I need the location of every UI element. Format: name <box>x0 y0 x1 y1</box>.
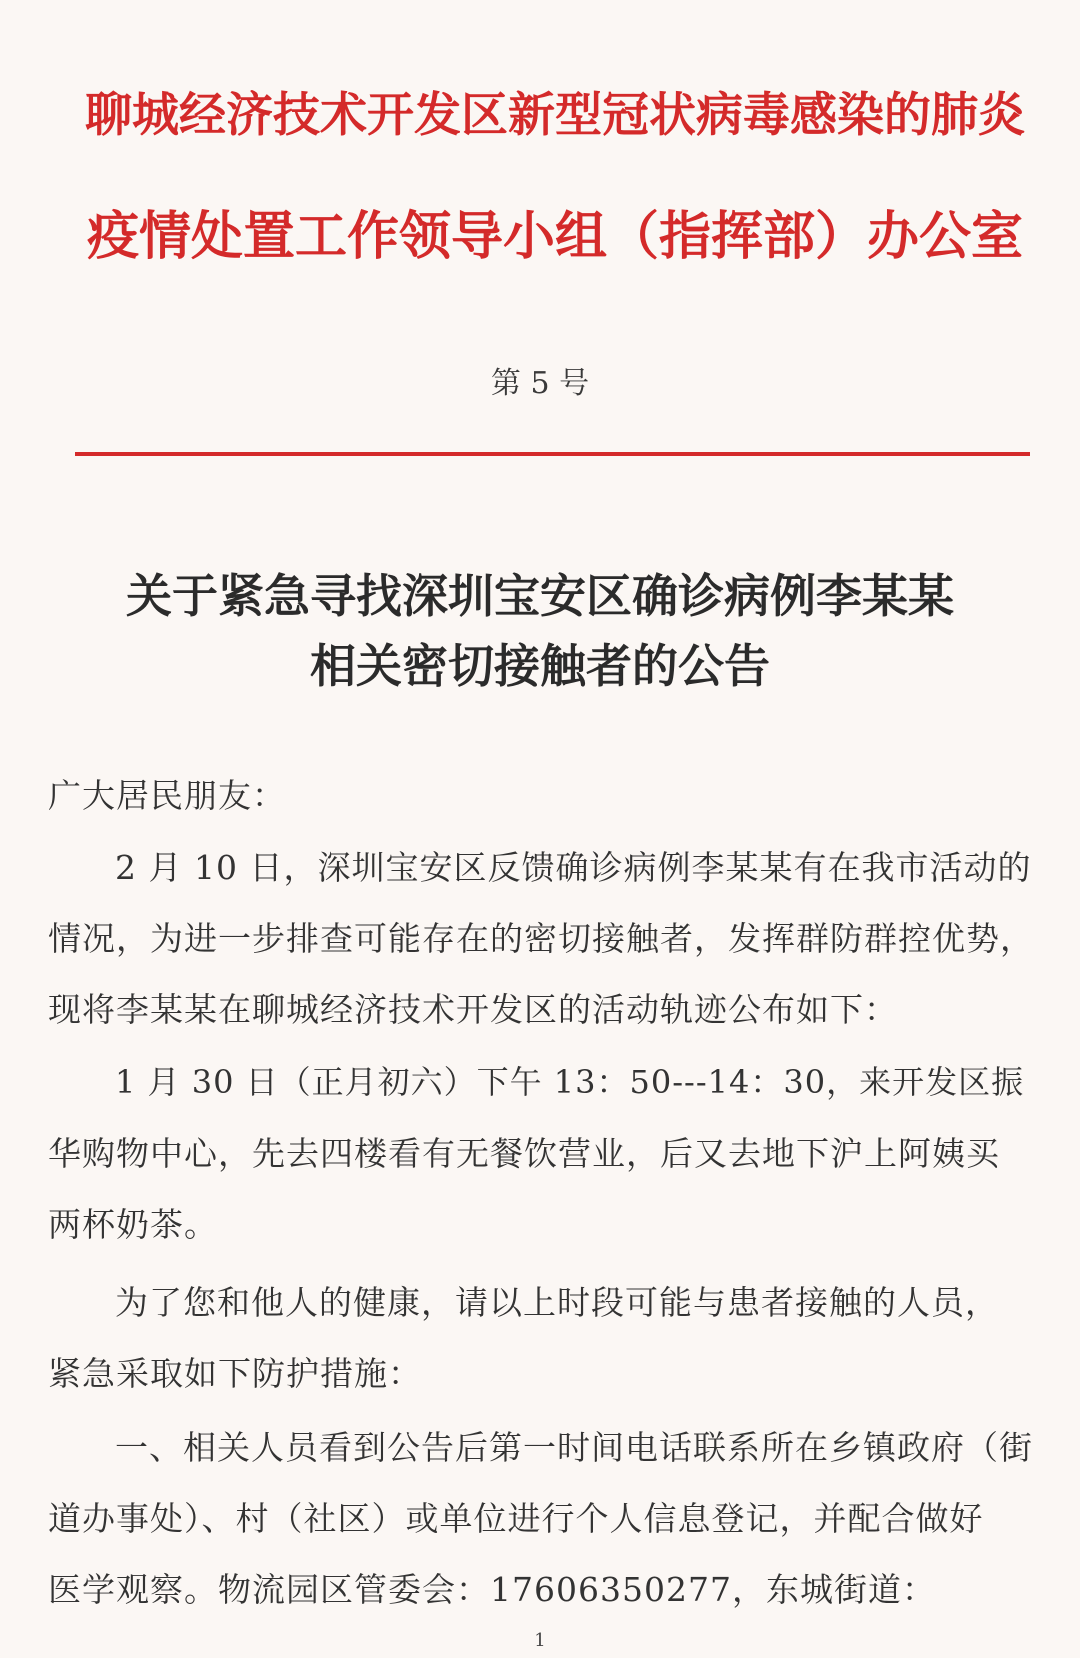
paragraph-2-line-2: 华购物中心，先去四楼看有无餐饮营业，后又去地下沪上阿姨买 <box>48 1134 1000 1173</box>
salutation: 广大居民朋友： <box>48 776 286 815</box>
notice-title-line-2: 相关密切接触者的公告 <box>310 639 770 693</box>
document-number: 第 5 号 <box>490 366 590 401</box>
paragraph-2-line-3: 两杯奶茶。 <box>48 1205 218 1244</box>
paragraph-4-line-3: 医学观察。物流园区管委会：17606350277，东城街道： <box>48 1570 936 1609</box>
paragraph-2-line-1: 1 月 30 日（正月初六）下午 13：50---14：30，来开发区振 <box>115 1063 1025 1101</box>
paragraph-1-line-3: 现将李某某在聊城经济技术开发区的活动轨迹公布如下： <box>48 990 898 1029</box>
notice-title-line-1: 关于紧急寻找深圳宝安区确诊病例李某某 <box>126 569 954 623</box>
paragraph-3-line-1: 为了您和他人的健康，请以上时段可能与患者接触的人员， <box>115 1283 999 1322</box>
issuing-authority-line-1: 聊城经济技术开发区新型冠状病毒感染的肺炎 <box>85 88 1025 143</box>
page-number: 1 <box>534 1630 546 1651</box>
paragraph-4-line-1: 一、相关人员看到公告后第一时间电话联系所在乡镇政府（街 <box>115 1428 1033 1467</box>
paragraph-3-line-2: 紧急采取如下防护措施： <box>48 1354 422 1393</box>
paragraph-1-line-2: 情况，为进一步排查可能存在的密切接触者，发挥群防群控优势， <box>48 919 1034 958</box>
paragraph-1-line-1: 2 月 10 日，深圳宝安区反馈确诊病例李某某有在我市活动的 <box>115 848 1032 887</box>
red-divider-rule <box>75 452 1030 456</box>
paragraph-4-line-2: 道办事处）、村（社区）或单位进行个人信息登记，并配合做好 <box>48 1499 984 1538</box>
issuing-authority-line-2: 疫情处置工作领导小组（指挥部）办公室 <box>86 207 1023 267</box>
